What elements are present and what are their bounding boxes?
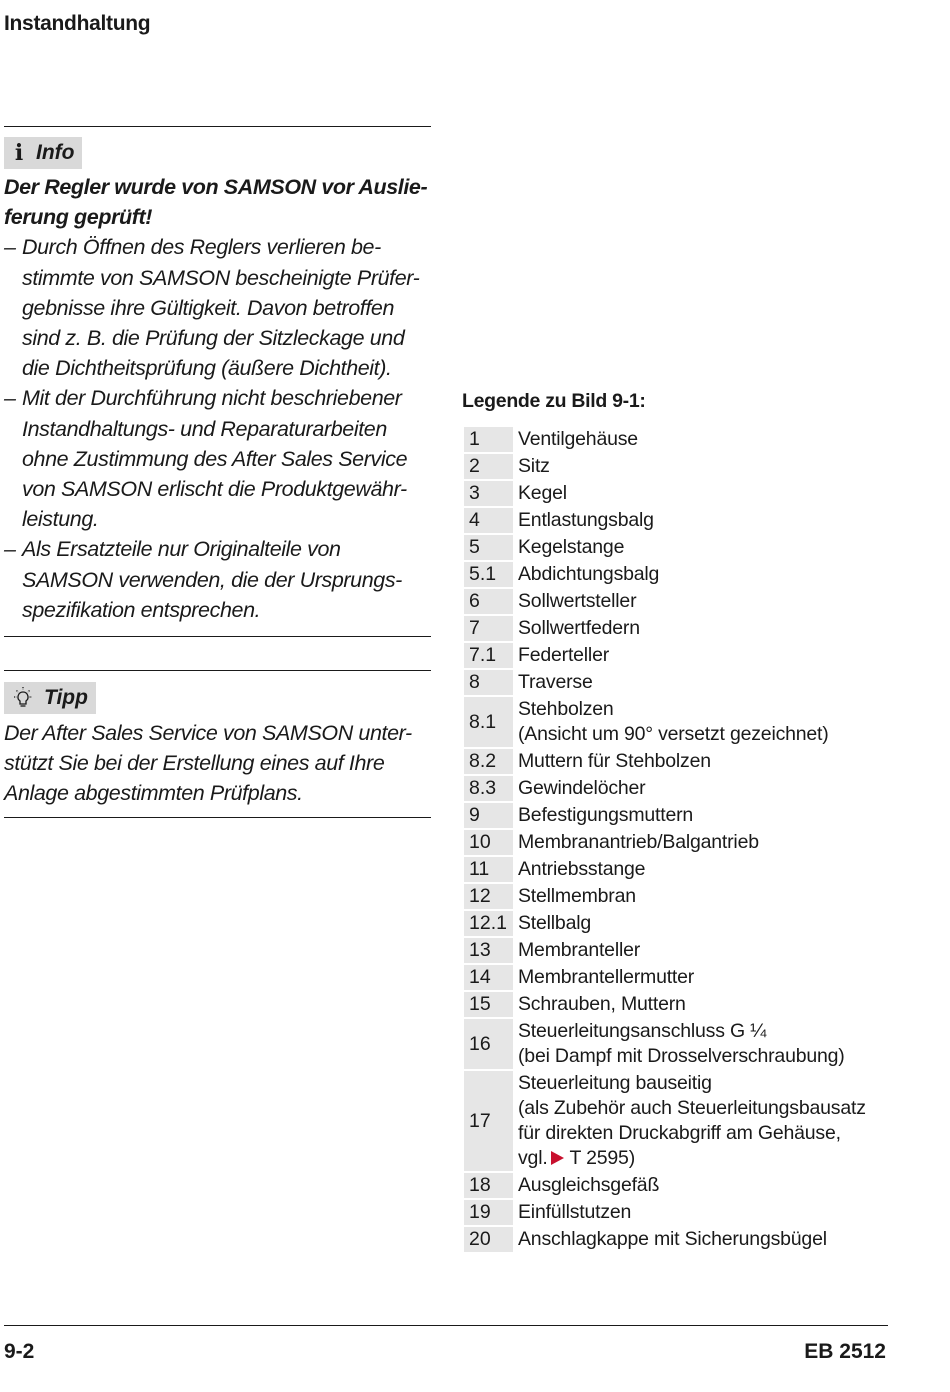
legend-text: Befestigungsmuttern [518, 804, 694, 826]
info-bottom-rule [4, 636, 431, 637]
legend-number: 15 [464, 992, 513, 1017]
bullet-dash: – [4, 386, 16, 411]
legend-number: 3 [464, 481, 513, 506]
legend-row [464, 992, 884, 1017]
info-bullet-line: gebnisse ihre Gültigkeit. Davon betroffen [22, 295, 395, 320]
legend-number: 13 [464, 938, 513, 963]
page-header-title: Instandhaltung [4, 12, 151, 35]
legend-number: 16 [464, 1019, 513, 1069]
legend-text: Steuerleitungsanschluss G ¼ (bei Dampf mit Drosselverschraubung) [518, 1020, 845, 1067]
info-bullet-line: leistung. [22, 507, 99, 532]
info-heading-line: Der Regler wurde von SAMSON vor Auslie- [4, 175, 428, 199]
tip-line: stützt Sie bei der Erstellung eines auf Ihre [4, 751, 385, 776]
info-bullet-line: spezifikation entsprechen. [22, 597, 261, 622]
info-bullet-line: SAMSON verwenden, die der Ursprungs- [22, 567, 402, 592]
legend-text: Stellbalg [518, 912, 592, 934]
bullet-dash: – [4, 537, 16, 562]
legend-row [464, 670, 884, 695]
legend-number: 11 [464, 857, 513, 882]
legend-row [464, 1200, 884, 1225]
info-bullet-line: stimmte von SAMSON bescheinigte Prüfer- [22, 265, 420, 290]
legend-number: 9 [464, 803, 513, 828]
legend-text: Ausgleichsgefäß [518, 1174, 660, 1196]
tip-top-rule [4, 670, 431, 671]
info-top-rule [4, 126, 431, 127]
tip-text [4, 718, 431, 809]
legend-text: Schrauben, Muttern [518, 993, 686, 1015]
tip-line: Anlage abgestimmten Prüfplans. [4, 781, 303, 806]
info-heading-line: ferung geprüft! [4, 205, 153, 230]
info-bullet-line: von SAMSON erlischt die Produktgewähr- [22, 477, 407, 502]
tip-bottom-rule [4, 817, 431, 818]
legend-text: Membranantrieb/Balgantrieb [518, 831, 759, 853]
legend-row [464, 697, 884, 747]
legend-text: Stehbolzen (Ansicht um 90° versetzt gezeichnet) [518, 698, 829, 745]
info-bullet-line: Instandhaltungs- und Reparaturarbeiten [22, 416, 387, 441]
legend-number: 7.1 [464, 643, 513, 668]
info-icon: i [14, 140, 24, 166]
lightbulb-icon [10, 686, 36, 710]
tip-box [4, 682, 431, 809]
legend-number: 12 [464, 884, 513, 909]
legend-text: Sitz [518, 455, 550, 477]
legend-text: Traverse [518, 671, 593, 693]
legend-row [464, 616, 884, 641]
legend-number: 14 [464, 965, 513, 990]
legend-number: 8.2 [464, 749, 513, 774]
info-bullet-line: Als Ersatzteile nur Originalteile von [22, 537, 341, 562]
tip-line: Der After Sales Service von SAMSON unter- [4, 721, 412, 745]
legend-number: 8.1 [464, 697, 513, 747]
legend-row [464, 749, 884, 774]
legend-row [464, 643, 884, 668]
legend-number: 5.1 [464, 562, 513, 587]
legend-number: 12.1 [464, 911, 513, 936]
legend-text: Entlastungsbalg [518, 509, 654, 531]
legend-text: Gewindelöcher [518, 777, 646, 799]
info-bullet-line: sind z. B. die Prüfung der Sitzleckage und [22, 326, 405, 351]
legend-text: Federteller [518, 644, 610, 666]
info-label-text: Info [36, 141, 75, 164]
document-number: EB 2512 [804, 1340, 886, 1363]
legend-row [464, 938, 884, 963]
legend-text: Einfüllstutzen [518, 1201, 632, 1223]
legend-row [464, 562, 884, 587]
info-box [4, 137, 431, 625]
legend-title: Legende zu Bild 9-1: [462, 390, 646, 412]
legend-row [464, 1227, 884, 1252]
legend-row [464, 830, 884, 855]
legend-number: 1 [464, 427, 513, 452]
legend-row [464, 965, 884, 990]
legend-number: 8 [464, 670, 513, 695]
info-bullet [4, 534, 431, 625]
info-bullet-line: Mit der Durchführung nicht beschriebener [22, 386, 402, 411]
legend-number: 4 [464, 508, 513, 533]
legend-number: 17 [464, 1071, 513, 1171]
bullet-dash: – [4, 235, 16, 260]
legend-row [464, 1071, 884, 1171]
legend-number: 6 [464, 589, 513, 614]
legend-row [464, 911, 884, 936]
legend-number: 5 [464, 535, 513, 560]
legend-row [464, 535, 884, 560]
legend-text [513, 1071, 866, 1171]
tip-label-text: Tipp [44, 686, 88, 709]
info-bullet-line: die Dichtheitsprüfung (äußere Dichtheit). [22, 356, 392, 381]
reference-link[interactable]: T 2595) [569, 1147, 635, 1169]
legend-text: Antriebsstange [518, 858, 646, 880]
info-bullet-line: Durch Öffnen des Reglers verlieren be- [22, 235, 381, 260]
legend-number: 2 [464, 454, 513, 479]
info-bullet [4, 232, 431, 383]
legend-text: Ventilgehäuse [518, 428, 638, 450]
info-bullet [4, 383, 431, 534]
legend-row [464, 803, 884, 828]
legend-text: Membrantellermutter [518, 966, 695, 988]
page-number: 9-2 [4, 1340, 35, 1363]
legend-number: 7 [464, 616, 513, 641]
arrow-right-icon [551, 1151, 564, 1165]
legend-text: Kegel [518, 482, 567, 504]
info-text [4, 172, 431, 625]
legend-row [464, 427, 884, 452]
legend-text: Sollwertsteller [518, 590, 637, 612]
legend-text: Membranteller [518, 939, 641, 961]
legend-text: Abdichtungsbalg [518, 563, 660, 585]
legend-text: Sollwertfedern [518, 617, 640, 639]
legend-row [464, 589, 884, 614]
legend-row [464, 857, 884, 882]
legend-row [464, 1019, 884, 1069]
tip-label [4, 682, 96, 714]
info-label [4, 137, 82, 169]
legend-text: Anschlagkappe mit Sicherungsbügel [518, 1228, 827, 1250]
legend-text: Stellmembran [518, 885, 636, 907]
legend-text-content: Steuerleitung bauseitig (als Zubehör auch Steuerleitungsbausatz für direkten Druckabgriff am Gehäuse, vgl. [518, 1072, 866, 1169]
legend-number: 20 [464, 1227, 513, 1252]
info-bullet-list [4, 232, 431, 625]
legend-row [464, 884, 884, 909]
legend-text: Kegelstange [518, 536, 625, 558]
legend-number: 10 [464, 830, 513, 855]
legend-row [464, 454, 884, 479]
footer-rule [4, 1325, 888, 1326]
info-bullet-line: ohne Zustimmung des After Sales Service [22, 446, 408, 471]
legend-table [464, 427, 884, 1254]
legend-row [464, 776, 884, 801]
legend-row [464, 508, 884, 533]
legend-text: Muttern für Stehbolzen [518, 750, 711, 772]
legend-row [464, 481, 884, 506]
legend-row [464, 1173, 884, 1198]
legend-number: 8.3 [464, 776, 513, 801]
legend-number: 18 [464, 1173, 513, 1198]
legend-number: 19 [464, 1200, 513, 1225]
